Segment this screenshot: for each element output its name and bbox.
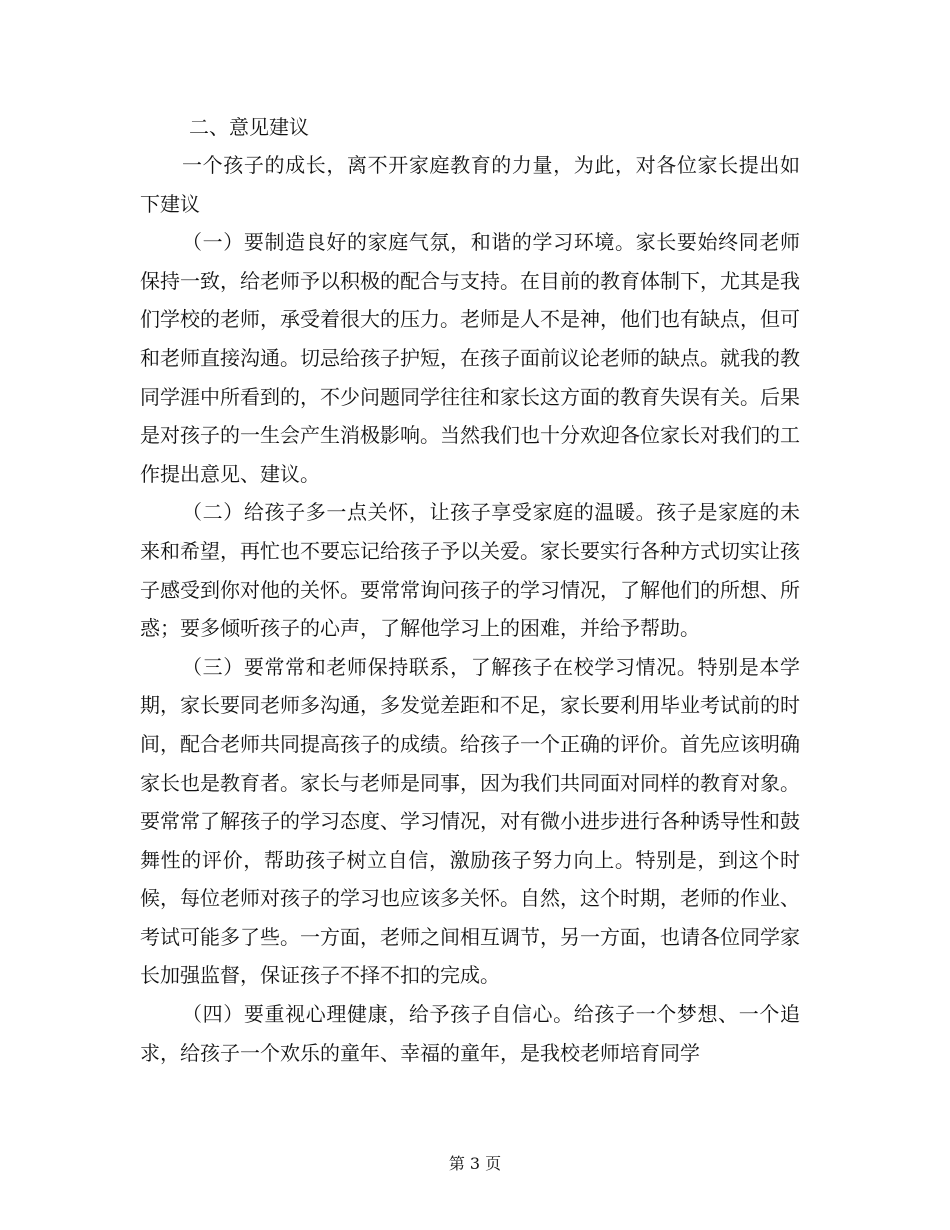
paragraph-suggestion-2: （二）给孩子多一点关怀，让孩子享受家庭的温暖。孩子是家庭的未来和希望，再忙也不要忘记给孩子予以关爱。家长要实行各种方式切实让孩子感受到你对他的关怀。要常常询问孩子的学习情况，了解他们的所想、所惑；要多倾听孩子的心声，了解他学习上的困难，并给予帮助。	[140, 500, 800, 641]
paragraph-suggestion-4: （四）要重视心理健康，给予孩子自信心。给孩子一个梦想、一个追求，给孩子一个欢乐的童年、幸福的童年，是我校老师培育同学	[140, 1002, 800, 1065]
paragraph-intro: 一个孩子的成长，离不开家庭教育的力量，为此，对各位家长提出如下建议	[140, 153, 800, 216]
paragraph-suggestion-1: （一）要制造良好的家庭气氛，和谐的学习环境。家长要始终同老师保持一致，给老师予以积极的配合与支持。在目前的教育体制下，尤其是我们学校的老师，承受着很大的压力。老师是人不是神，他们也有缺点，但可和老师直接沟通。切忌给孩子护短，在孩子面前议论老师的缺点。就我的教同学涯中所看到的，不少问题同学往往和家长这方面的教育失误有关。后果是对孩子的一生会产生消极影响。当然我们也十分欢迎各位家长对我们的工作提出意见、建议。	[140, 230, 800, 486]
paragraph-suggestion-3: （三）要常常和老师保持联系，了解孩子在校学习情况。特别是本学期，家长要同老师多沟通，多发觉差距和不足，家长要利用毕业考试前的时间，配合老师共同提高孩子的成绩。给孩子一个正确的评价。首先应该明确家长也是教育者。家长与老师是同事，因为我们共同面对同样的教育对象。要常常了解孩子的学习态度、学习情况，对有微小进步进行各种诱导性和鼓舞性的评价，帮助孩子树立自信，激励孩子努力向上。特别是，到这个时候，每位老师对孩子的学习也应该多关怀。自然，这个时期，老师的作业、考试可能多了些。一方面，老师之间相互调节，另一方面，也请各位同学家长加强监督，保证孩子不择不扣的完成。	[140, 654, 800, 988]
section-heading: 二、意见建议	[189, 115, 309, 139]
page-number: 第 3 页	[448, 1154, 502, 1173]
document-body	[140, 108, 800, 1072]
